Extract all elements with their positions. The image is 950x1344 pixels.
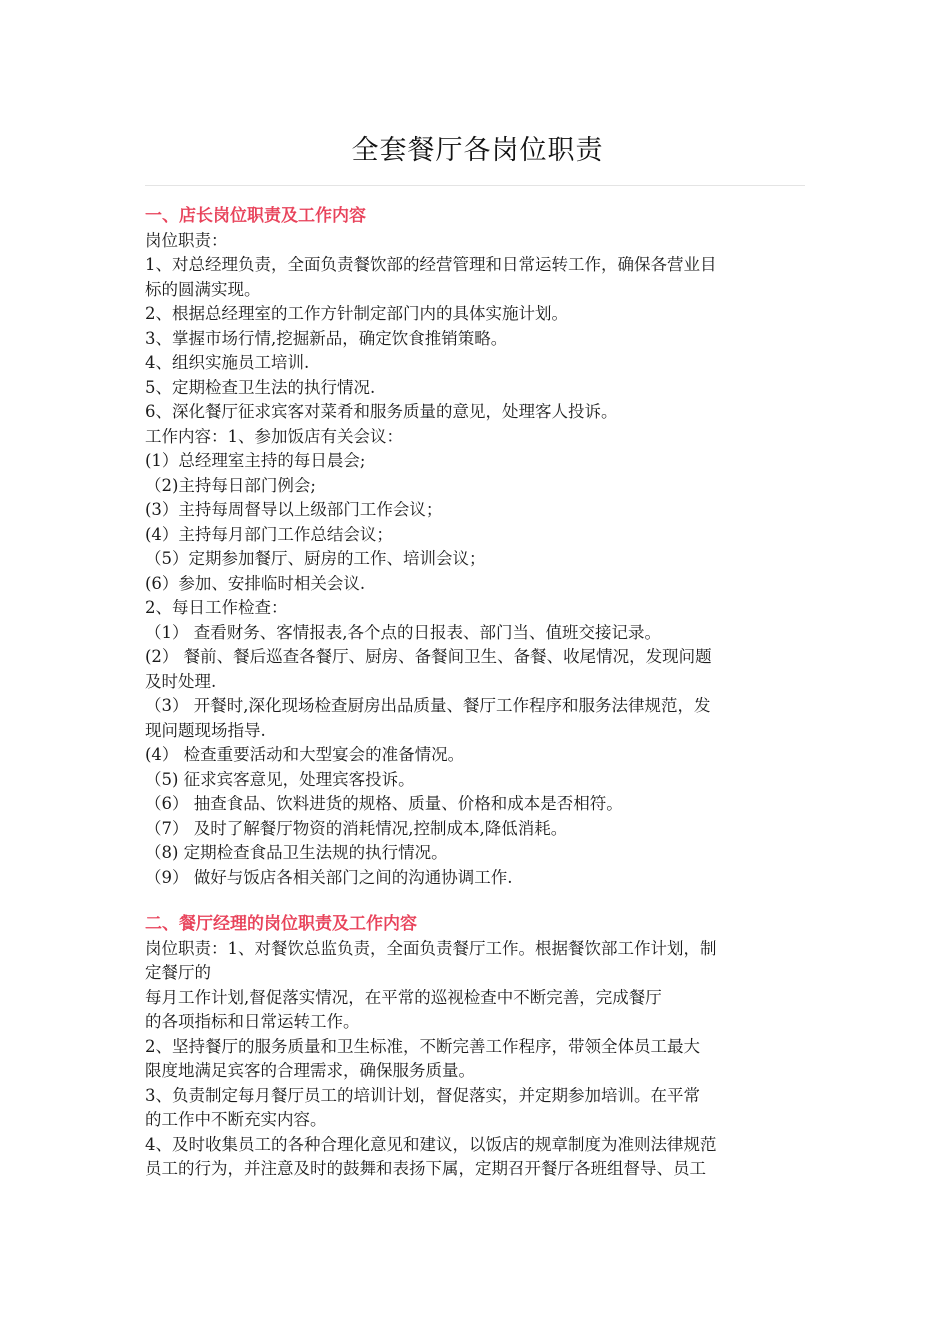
text-line: (6）参加、安排临时相关会议. bbox=[145, 573, 366, 593]
text-line: (4）主持每月部门工作总结会议； bbox=[145, 524, 393, 544]
text-line: 定餐厅的 bbox=[145, 963, 211, 982]
text-line: （2)主持每日部门例会; bbox=[145, 475, 316, 495]
text-line: 的工作中不断充实内容。 bbox=[145, 1110, 327, 1129]
text-line: (1）总经理室主持的每日晨会; bbox=[145, 451, 366, 470]
section-heading: 一、店长岗位职责及工作内容 bbox=[145, 206, 366, 226]
title-divider bbox=[145, 185, 805, 186]
text-line: 员工的行为，并注意及时的鼓舞和表扬下属，定期召开餐厅各班组督导、员工 bbox=[145, 1159, 706, 1178]
text-line: 4、及时收集员工的各种合理化意见和建议，以饭店的规章制度为准则法律规范 bbox=[145, 1134, 717, 1154]
text-line: 2、根据总经理室的工作方针制定部门内的具体实施计划。 bbox=[145, 304, 568, 323]
text-line: 3、掌握市场行情,挖掘新品，确定饮食推销策略。 bbox=[145, 328, 508, 348]
text-line: （6） 抽查食品、饮料进货的规格、质量、价格和成本是否相符。 bbox=[145, 794, 623, 813]
text-line: (3）主持每周督导以上级部门工作会议； bbox=[145, 500, 443, 519]
text-line: 2、坚持餐厅的服务质量和卫生标准，不断完善工作程序，带领全体员工最大 bbox=[145, 1036, 700, 1056]
text-line: 2、每日工作检查： bbox=[145, 598, 288, 617]
text-line: 1、对总经理负责，全面负责餐饮部的经营管理和日常运转工作，确保各营业目 bbox=[145, 255, 717, 274]
text-line: 的各项指标和日常运转工作。 bbox=[145, 1012, 360, 1031]
text-line: 标的圆满实现。 bbox=[145, 279, 261, 299]
text-line: （8) 定期检查食品卫生法规的执行情况。 bbox=[145, 843, 448, 862]
text-line: 岗位职责： bbox=[145, 230, 228, 250]
document-page bbox=[145, 130, 810, 1182]
text-line: （5）定期参加餐厅、厨房的工作、培训会议； bbox=[145, 549, 486, 568]
text-line: 每月工作计划,督促落实情况，在平常的巡视检查中不断完善，完成餐厅 bbox=[145, 987, 662, 1007]
text-line: 工作内容：1、参加饭店有关会议： bbox=[145, 426, 403, 446]
section-1 bbox=[145, 204, 810, 890]
document-title: 全套餐厅各岗位职责 bbox=[351, 135, 604, 166]
text-line: （1） 查看财务、客情报表,各个点的日报表、部门当、值班交接记录。 bbox=[145, 622, 661, 642]
text-line: (2） 餐前、餐后巡查各餐厅、厨房、备餐间卫生、备餐、收尾情况，发现问题 bbox=[145, 647, 712, 666]
text-line: 现问题现场指导. bbox=[145, 720, 266, 740]
text-line: （3） 开餐时,深化现场检查厨房出品质量、餐厅工作程序和服务法律规范，发 bbox=[145, 696, 711, 715]
section-2 bbox=[145, 912, 810, 1182]
text-line: （7） 及时了解餐厅物资的消耗情况,控制成本,降低消耗。 bbox=[145, 818, 568, 838]
text-line: (4） 检查重要活动和大型宴会的准备情况。 bbox=[145, 745, 465, 764]
text-line: （5) 征求宾客意见，处理宾客投诉。 bbox=[145, 769, 415, 789]
text-line: 4、组织实施员工培训. bbox=[145, 353, 310, 372]
text-line: 及时处理. bbox=[145, 671, 217, 691]
text-line: （9） 做好与饭店各相关部门之间的沟通协调工作. bbox=[145, 867, 513, 887]
text-line: 3、负责制定每月餐厅员工的培训计划，督促落实，并定期参加培训。在平常 bbox=[145, 1085, 700, 1105]
section-heading: 二、餐厅经理的岗位职责及工作内容 bbox=[145, 914, 417, 934]
text-line: 5、定期检查卫生法的执行情况. bbox=[145, 377, 376, 397]
text-line: 岗位职责：1、对餐饮总监负责，全面负责餐厅工作。根据餐饮部工作计划，制 bbox=[145, 938, 717, 958]
document-body bbox=[145, 204, 810, 1182]
text-line: 限度地满足宾客的合理需求，确保服务质量。 bbox=[145, 1061, 475, 1080]
text-line: 6、深化餐厅征求宾客对菜肴和服务质量的意见，处理客人投诉。 bbox=[145, 402, 618, 421]
